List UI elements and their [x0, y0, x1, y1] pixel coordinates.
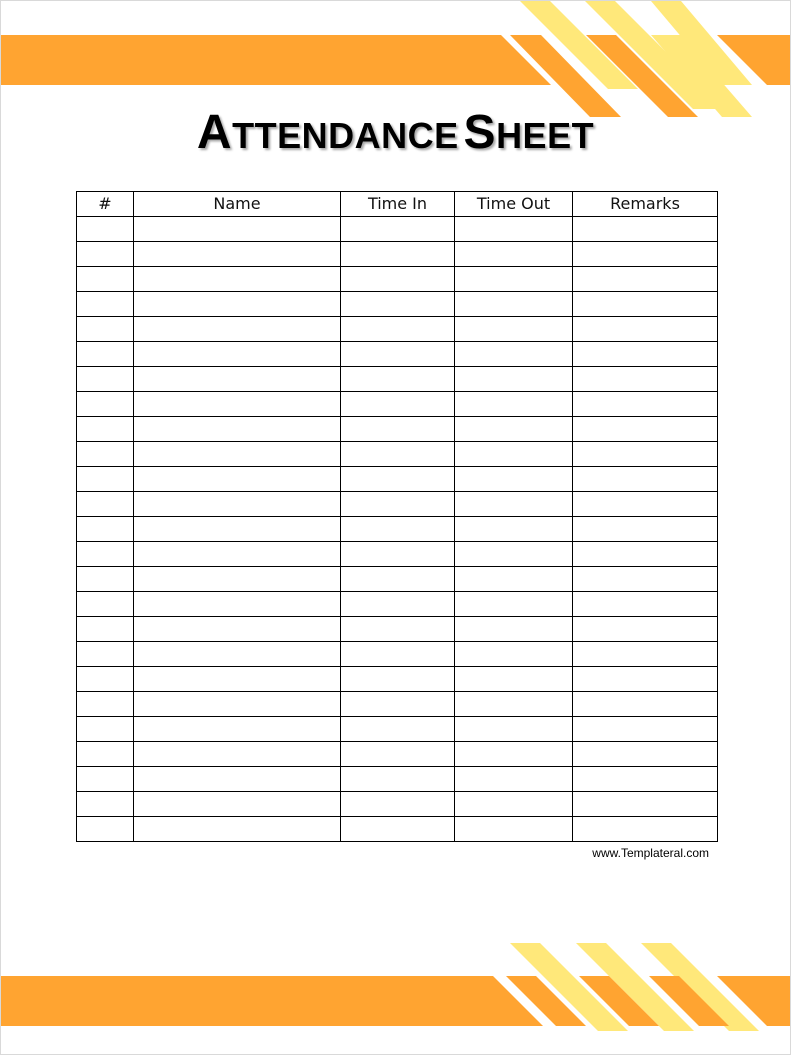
cell-remarks[interactable]	[573, 567, 718, 592]
cell-remarks[interactable]	[573, 817, 718, 842]
cell-time-in[interactable]	[341, 767, 455, 792]
cell-time-out[interactable]	[455, 592, 573, 617]
cell-number[interactable]	[77, 267, 134, 292]
cell-time-out[interactable]	[455, 742, 573, 767]
cell-name[interactable]	[134, 492, 341, 517]
table-row	[77, 317, 718, 342]
cell-time-in[interactable]	[341, 492, 455, 517]
cell-time-in[interactable]	[341, 567, 455, 592]
cell-number[interactable]	[77, 542, 134, 567]
cell-remarks[interactable]	[573, 717, 718, 742]
table-row	[77, 592, 718, 617]
cell-time-out[interactable]	[455, 217, 573, 242]
cell-time-out[interactable]	[455, 442, 573, 467]
table-row	[77, 517, 718, 542]
bottom-orange-band	[1, 976, 543, 1026]
cell-remarks[interactable]	[573, 492, 718, 517]
cell-name[interactable]	[134, 417, 341, 442]
cell-name[interactable]	[134, 542, 341, 567]
cell-remarks[interactable]	[573, 617, 718, 642]
cell-number[interactable]	[77, 567, 134, 592]
cell-time-in[interactable]	[341, 267, 455, 292]
cell-number[interactable]	[77, 467, 134, 492]
title-word2-cap: S	[463, 106, 497, 159]
cell-name[interactable]	[134, 367, 341, 392]
cell-name[interactable]	[134, 242, 341, 267]
cell-number[interactable]	[77, 317, 134, 342]
table-row	[77, 242, 718, 267]
cell-name[interactable]	[134, 642, 341, 667]
cell-name[interactable]	[134, 592, 341, 617]
cell-remarks[interactable]	[573, 742, 718, 767]
cell-remarks[interactable]	[573, 767, 718, 792]
cell-number[interactable]	[77, 592, 134, 617]
cell-remarks[interactable]	[573, 442, 718, 467]
cell-remarks[interactable]	[573, 542, 718, 567]
cell-time-in[interactable]	[341, 367, 455, 392]
cell-remarks[interactable]	[573, 317, 718, 342]
cell-number[interactable]	[77, 742, 134, 767]
table-row	[77, 442, 718, 467]
table-row	[77, 717, 718, 742]
cell-remarks[interactable]	[573, 367, 718, 392]
cell-time-out[interactable]	[455, 242, 573, 267]
cell-time-in[interactable]	[341, 392, 455, 417]
cell-number[interactable]	[77, 367, 134, 392]
cell-name[interactable]	[134, 442, 341, 467]
attendance-table	[76, 191, 718, 842]
cell-time-out[interactable]	[455, 567, 573, 592]
cell-name[interactable]	[134, 617, 341, 642]
table-row	[77, 792, 718, 817]
cell-time-out[interactable]	[455, 392, 573, 417]
cell-remarks[interactable]	[573, 642, 718, 667]
cell-number[interactable]	[77, 692, 134, 717]
table-row	[77, 367, 718, 392]
table-row	[77, 642, 718, 667]
table-row	[77, 617, 718, 642]
table-row	[77, 667, 718, 692]
cell-time-in[interactable]	[341, 342, 455, 367]
table-body	[77, 217, 718, 842]
cell-time-out[interactable]	[455, 292, 573, 317]
cell-number[interactable]	[77, 517, 134, 542]
cell-name[interactable]	[134, 692, 341, 717]
cell-name[interactable]	[134, 267, 341, 292]
header-time-in: Time In	[341, 192, 455, 217]
cell-name[interactable]	[134, 292, 341, 317]
cell-name[interactable]	[134, 767, 341, 792]
cell-number[interactable]	[77, 667, 134, 692]
table-row	[77, 292, 718, 317]
header-remarks: Remarks	[573, 192, 718, 217]
table-row	[77, 692, 718, 717]
cell-time-out[interactable]	[455, 417, 573, 442]
cell-time-in[interactable]	[341, 292, 455, 317]
cell-name[interactable]	[134, 717, 341, 742]
cell-time-in[interactable]	[341, 442, 455, 467]
header-name: Name	[134, 192, 341, 217]
footer-url: www.Templateral.com	[592, 846, 709, 860]
header-number: #	[77, 192, 134, 217]
cell-number[interactable]	[77, 767, 134, 792]
cell-name[interactable]	[134, 667, 341, 692]
cell-remarks[interactable]	[573, 217, 718, 242]
cell-name[interactable]	[134, 817, 341, 842]
cell-remarks[interactable]	[573, 242, 718, 267]
cell-remarks[interactable]	[573, 467, 718, 492]
header-time-out: Time Out	[455, 192, 573, 217]
cell-number[interactable]	[77, 217, 134, 242]
cell-time-out[interactable]	[455, 617, 573, 642]
cell-time-in[interactable]	[341, 542, 455, 567]
table-row	[77, 742, 718, 767]
table-row	[77, 217, 718, 242]
cell-number[interactable]	[77, 492, 134, 517]
cell-number[interactable]	[77, 792, 134, 817]
cell-remarks[interactable]	[573, 692, 718, 717]
cell-time-in[interactable]	[341, 667, 455, 692]
cell-time-in[interactable]	[341, 317, 455, 342]
cell-name[interactable]	[134, 742, 341, 767]
cell-time-in[interactable]	[341, 642, 455, 667]
cell-time-in[interactable]	[341, 242, 455, 267]
cell-time-out[interactable]	[455, 367, 573, 392]
cell-time-out[interactable]	[455, 642, 573, 667]
cell-time-out[interactable]	[455, 817, 573, 842]
cell-time-in[interactable]	[341, 692, 455, 717]
table-row	[77, 567, 718, 592]
cell-number[interactable]	[77, 617, 134, 642]
cell-name[interactable]	[134, 392, 341, 417]
cell-time-out[interactable]	[455, 767, 573, 792]
cell-time-in[interactable]	[341, 417, 455, 442]
cell-remarks[interactable]	[573, 417, 718, 442]
cell-time-in[interactable]	[341, 467, 455, 492]
title-word1-rest: TTENDANCE	[232, 115, 459, 156]
table-row	[77, 392, 718, 417]
cell-time-in[interactable]	[341, 217, 455, 242]
top-orange-band	[1, 35, 551, 85]
cell-remarks[interactable]	[573, 342, 718, 367]
cell-time-out[interactable]	[455, 342, 573, 367]
cell-time-out[interactable]	[455, 542, 573, 567]
cell-time-out[interactable]	[455, 667, 573, 692]
cell-time-in[interactable]	[341, 617, 455, 642]
cell-remarks[interactable]	[573, 517, 718, 542]
cell-number[interactable]	[77, 417, 134, 442]
cell-time-in[interactable]	[341, 817, 455, 842]
cell-number[interactable]	[77, 342, 134, 367]
cell-remarks[interactable]	[573, 667, 718, 692]
cell-time-out[interactable]	[455, 317, 573, 342]
cell-number[interactable]	[77, 642, 134, 667]
cell-name[interactable]	[134, 467, 341, 492]
cell-time-out[interactable]	[455, 517, 573, 542]
cell-name[interactable]	[134, 792, 341, 817]
cell-time-in[interactable]	[341, 717, 455, 742]
cell-remarks[interactable]	[573, 392, 718, 417]
cell-remarks[interactable]	[573, 592, 718, 617]
sheet-title	[1, 105, 790, 160]
cell-time-out[interactable]	[455, 692, 573, 717]
table-header-row	[77, 192, 718, 217]
cell-name[interactable]	[134, 517, 341, 542]
cell-time-in[interactable]	[341, 517, 455, 542]
cell-name[interactable]	[134, 567, 341, 592]
table-row	[77, 342, 718, 367]
cell-number[interactable]	[77, 292, 134, 317]
cell-remarks[interactable]	[573, 292, 718, 317]
cell-number[interactable]	[77, 717, 134, 742]
cell-time-out[interactable]	[455, 717, 573, 742]
cell-remarks[interactable]	[573, 267, 718, 292]
cell-time-in[interactable]	[341, 592, 455, 617]
table-row	[77, 267, 718, 292]
cell-time-in[interactable]	[341, 742, 455, 767]
table-row	[77, 767, 718, 792]
title-word2-rest: HEET	[496, 115, 595, 156]
cell-number[interactable]	[77, 442, 134, 467]
cell-number[interactable]	[77, 817, 134, 842]
table-row	[77, 817, 718, 842]
table-row	[77, 492, 718, 517]
cell-number[interactable]	[77, 242, 134, 267]
cell-name[interactable]	[134, 342, 341, 367]
cell-time-out[interactable]	[455, 792, 573, 817]
title-word1-cap: A	[196, 106, 233, 159]
cell-number[interactable]	[77, 392, 134, 417]
table-row	[77, 467, 718, 492]
cell-name[interactable]	[134, 317, 341, 342]
cell-time-out[interactable]	[455, 267, 573, 292]
table-row	[77, 542, 718, 567]
cell-time-out[interactable]	[455, 492, 573, 517]
cell-name[interactable]	[134, 217, 341, 242]
cell-remarks[interactable]	[573, 792, 718, 817]
cell-time-out[interactable]	[455, 467, 573, 492]
cell-time-in[interactable]	[341, 792, 455, 817]
table-row	[77, 417, 718, 442]
